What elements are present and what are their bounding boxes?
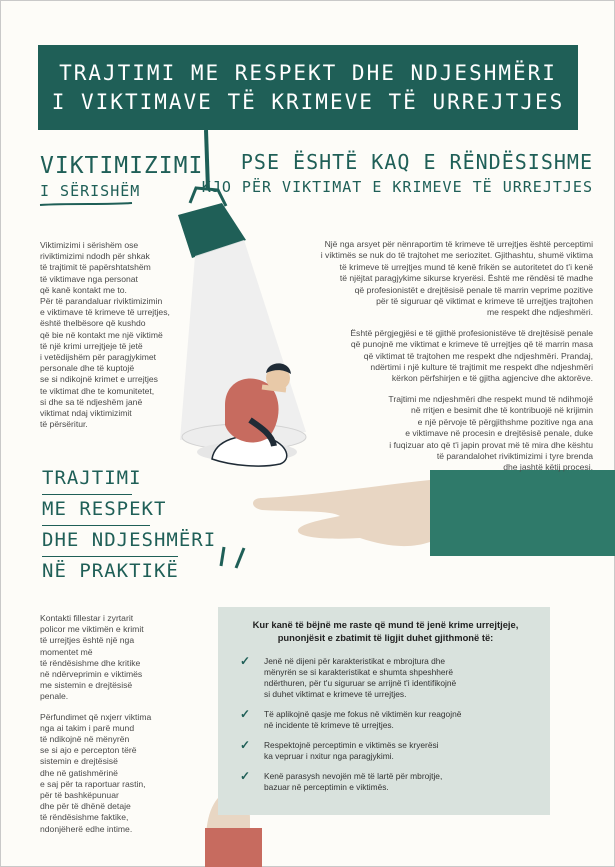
text-line: ndërthuren, për t'u siguruar se arrijnë t'i identifikojnë xyxy=(264,678,457,688)
heading-line: KJO PËR VIKTIMAT E KRIMEVE TË URREJTJES xyxy=(201,178,593,196)
text-line: të trajtimit të papërshtatshëm xyxy=(40,262,151,273)
text-line: me respekt dhe ndjeshmëri. xyxy=(486,307,593,318)
revictimization-paragraph xyxy=(40,240,210,439)
text-line: e viktimave në procesin e drejtësisë penale, duke xyxy=(405,428,593,439)
text-line: si duhet viktimat e krimeve të urrejtjes. xyxy=(264,689,407,699)
text-line: kërkon përfshirjen e të gjitha agjencive dhe aktorëve. xyxy=(391,373,593,384)
heading-line: VIKTIMIZIMI xyxy=(40,153,204,179)
text-line: personale dhe të kuptojë xyxy=(40,363,135,374)
offering-hand xyxy=(253,480,430,546)
checklist-item xyxy=(238,771,544,793)
heading-underline xyxy=(42,494,132,495)
title-underline xyxy=(40,203,132,205)
practice-paragraphs xyxy=(40,613,205,844)
text-line: nga ai takim i parë mund xyxy=(40,722,135,733)
guidance-card-title xyxy=(228,619,543,644)
text-line: për të siguruar që viktimat e krimeve të urrejtjes trajtohen xyxy=(376,296,593,307)
text-line: në rritjen e besimit dhe të kontribuojë në krijimin xyxy=(411,405,593,416)
text-line: policor me viktimën e krimit xyxy=(40,624,144,635)
text-line: bazuar në perceptimin e viktimës. xyxy=(264,782,389,792)
text-line: penale. xyxy=(40,691,69,702)
text-line: Të aplikojnë qasje me fokus në viktimën kur reagojnë xyxy=(264,709,462,719)
text-line: për të bashkëpunuar xyxy=(40,790,119,801)
text-line: Trajtimi me ndjeshmëri dhe respekt mund të ndihmojë xyxy=(388,393,593,404)
text-line: të krimeve të urrejtjes mund të kenë frikën se autoritetet do t'i kenë xyxy=(339,261,593,272)
reaching-sleeve xyxy=(430,470,615,556)
heading-line: TRAJTIMI xyxy=(42,467,142,489)
text-line: të përsëritur. xyxy=(40,419,88,430)
text-line: te viktimat dhe te komunitetet, xyxy=(40,385,155,396)
text-line: që viktimat të trajtohen me respekt dhe ndjeshmëri. Prandaj, xyxy=(363,350,593,361)
text-line: që bie në kontakt me një viktimë xyxy=(40,329,163,340)
text-line: me sistemin e drejtësisë xyxy=(40,680,133,691)
text-line: të rëndësishme dhe kritike xyxy=(40,657,141,668)
text-line: se si ndikojnë krimet e urrejtjes xyxy=(40,374,158,385)
motion-mark xyxy=(221,547,224,566)
motion-mark xyxy=(236,548,244,568)
text-line: i viktimës se nuk do të trajtohet me seriozitet. Gjithashtu, shumë viktima xyxy=(320,250,593,261)
text-line: që profesionistët e drejtësisë penale të marrin veprime pozitive xyxy=(354,284,593,295)
text-line: e saj për ta raportuar rastin, xyxy=(40,778,146,789)
checklist-item xyxy=(238,656,544,700)
text-line: e viktimave të krimeve të urrejtjes, xyxy=(40,307,170,318)
text-line: ndonjëherë edhe intime. xyxy=(40,823,133,834)
text-line: Është përgjegjësi e të gjithë profesionistëve të drejtësisë penale xyxy=(350,327,593,338)
importance-paragraphs xyxy=(263,239,593,483)
text-line: është thelbësore që kushdo xyxy=(40,318,146,329)
check-icon: ✓ xyxy=(240,654,251,668)
checklist-item xyxy=(238,740,544,762)
text-line: Për të parandaluar riviktimizimin xyxy=(40,296,163,307)
importance-paragraph-1 xyxy=(263,239,593,319)
section-importance-heading xyxy=(202,150,593,200)
text-line: Një nga arsyet për nënraportim të krimeve të urrejtjes është perceptimi xyxy=(324,239,593,249)
importance-paragraph-2 xyxy=(263,328,593,385)
heading-underline xyxy=(42,525,150,526)
holding-sleeve xyxy=(205,828,262,867)
text-line: i fuqizuar ato që t'i japin provat më të mira dhe kështu xyxy=(389,439,593,450)
text-line: dhe për të dhënë detaje xyxy=(40,801,131,812)
text-line: punonjësit e zbatimit të ligjit duhet gjithmonë të: xyxy=(277,631,494,643)
checklist-item xyxy=(238,709,544,731)
text-line: dhe në gatishmërinë xyxy=(40,767,118,778)
text-line: që punojnë me viktimat e krimeve të urrejtjes që të marrin masa xyxy=(350,339,593,350)
text-line: i vetëdijshëm për paragjykimet xyxy=(40,352,157,363)
heading-underline xyxy=(42,556,178,557)
heading-line: I SËRISHËM xyxy=(40,182,141,200)
text-line: në ndërveprimin e viktimës xyxy=(40,669,143,680)
text-line: dhe jashtë këtij procesi. xyxy=(503,462,593,473)
importance-paragraph-3 xyxy=(263,394,593,474)
text-line: e një përvoje të përgjithshme pozitive nga ana xyxy=(417,416,593,427)
check-icon: ✓ xyxy=(240,738,251,752)
text-line: Kontakti fillestar i zyrtarit xyxy=(40,613,134,623)
text-line: të urrejtjes është një nga xyxy=(40,635,135,646)
text-line: viktimat ndaj viktimizimit xyxy=(40,408,132,419)
text-line: Kur kanë të bëjnë me raste që mund të jenë krime urrejtjeje, xyxy=(252,619,519,630)
text-line: sistemin e drejtësisë xyxy=(40,756,118,767)
text-line: Përfundimet që nxjerr viktima xyxy=(40,711,152,722)
text-line: të parandalohet riviktimizimi i tyre brenda xyxy=(436,450,593,461)
text-line: momentet më xyxy=(40,646,93,657)
text-line: se si ajo e percepton tërë xyxy=(40,745,137,756)
text-line: të njëjtat paragjykime sikurse kryerësi. Është me rëndësi të madhe xyxy=(339,273,593,284)
text-line: që kanë kontakt me to. xyxy=(40,284,127,295)
text-line: të viktimave nga personat xyxy=(40,273,138,284)
text-line: ndërtimi i një kulture të trajtimit me respekt dhe ndjeshmëri xyxy=(370,362,593,373)
text-line: mënyrën se si karakteristikat e shumta shpeshherë xyxy=(264,667,453,677)
text-line: Jenë në dijeni për karakteristikat e mbrojtura dhe xyxy=(264,656,446,666)
text-line: të rëndësishme faktike, xyxy=(40,812,129,823)
check-icon: ✓ xyxy=(240,707,251,721)
text-line: Kenë parasysh nevojën më të lartë për mbrojtje, xyxy=(264,771,443,781)
text-line: si dhe sa të ndjeshëm janë xyxy=(40,396,143,407)
text-line: në incidente të krimeve të urrejtjes. xyxy=(264,720,394,730)
heading-line: ME RESPEKT xyxy=(42,498,167,520)
heading-line: DHE NDJESHMËRI xyxy=(42,529,217,551)
banner-line-2: I VIKTIMAVE TË KRIMEVE TË URREJTJES xyxy=(51,89,565,114)
practice-paragraph-1 xyxy=(40,613,205,703)
banner-line-1: TRAJTIMI ME RESPEKT DHE NDJESHMËRI xyxy=(59,60,557,85)
text-line: Viktimizimi i sërishëm ose xyxy=(40,240,139,250)
heading-line: PSE ËSHTË KAQ E RËNDËSISHME xyxy=(240,150,593,174)
heading-line: NË PRAKTIKË xyxy=(42,560,179,582)
check-icon: ✓ xyxy=(240,769,251,783)
guidance-checklist xyxy=(238,656,544,802)
text-line: ka vepruar i nxitur nga paragjykimi. xyxy=(264,751,394,761)
text-line: riviktimizimi ndodh për shkak xyxy=(40,251,150,262)
title-banner xyxy=(38,45,578,130)
practice-paragraph-2 xyxy=(40,712,205,835)
text-line: të ndikojnë në mënyrën xyxy=(40,734,130,745)
section-revictimization-heading xyxy=(40,152,203,202)
text-line: të një krimi urrejtjeje të jetë xyxy=(40,340,143,351)
text-line: Respektojnë perceptimin e viktimës se kryerësi xyxy=(264,740,439,750)
